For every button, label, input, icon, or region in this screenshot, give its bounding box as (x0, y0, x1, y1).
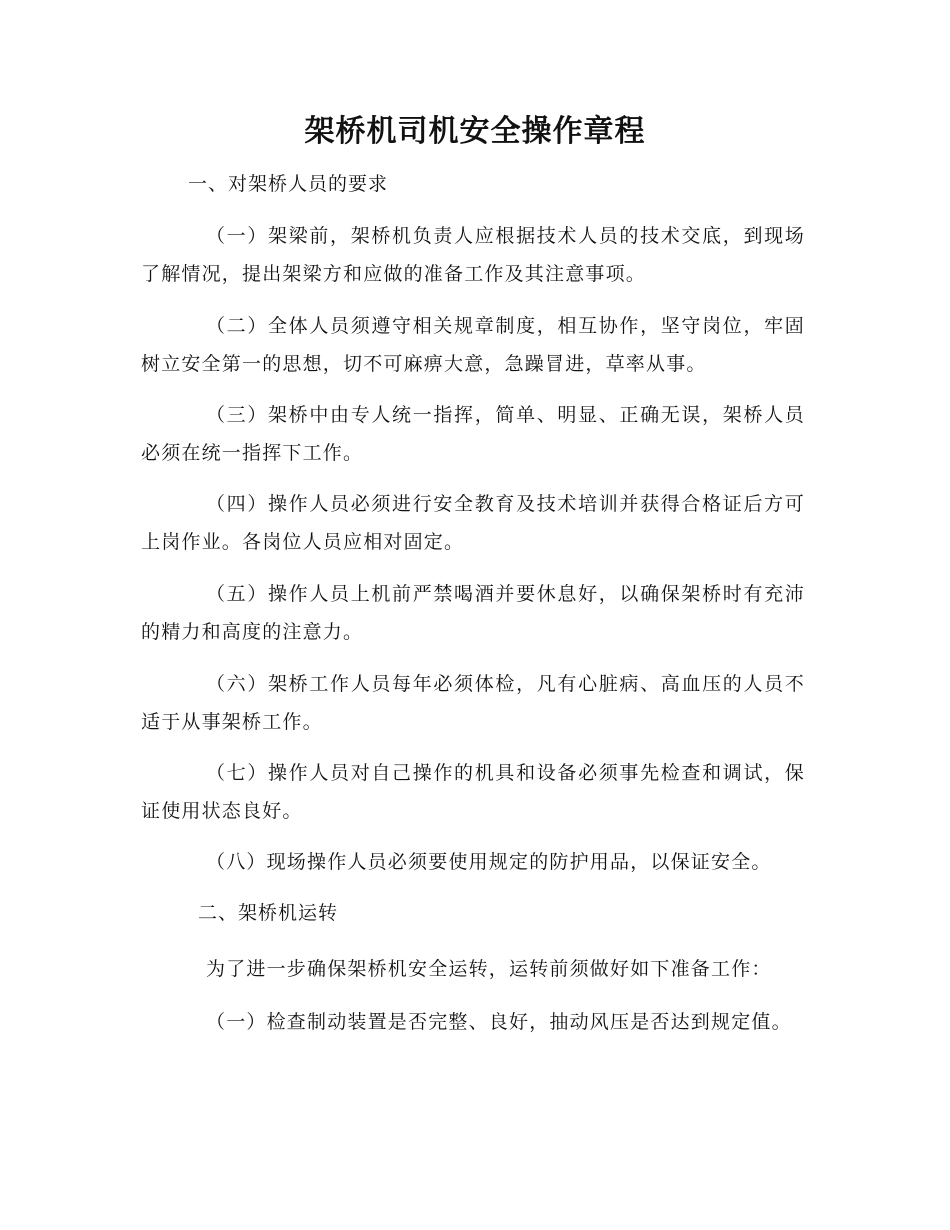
paragraph-intro: 为了进一步确保架桥机安全运转，运转前须做好如下准备工作： (206, 958, 772, 980)
section-heading-operation: 二、架桥机运转 (198, 902, 339, 924)
paragraph-item-2: （二）全体人员须遵守相关规章制度，相互协作，坚守岗位，牢固树立安全第一的思想，切不可麻痹大意，急躁冒进，草率从事。 (141, 315, 805, 375)
section-heading-requirements: 一、对架桥人员的要求 (188, 173, 389, 195)
paragraph-item-8: （八）现场操作人员必须要使用规定的防护用品，以保证安全。 (206, 851, 772, 873)
paragraph-item-7: （七）操作人员对自己操作的机具和设备必须事先检查和调试，保证使用状态良好。 (141, 762, 805, 822)
paragraph-operation-item-1: （一）检查制动装置是否完整、良好，抽动风压是否达到规定值。 (206, 1011, 792, 1033)
paragraph-item-6: （六）架桥工作人员每年必须体检，凡有心脏病、高血压的人员不适于从事架桥工作。 (141, 673, 805, 733)
paragraph-item-4: （四）操作人员必须进行安全教育及技术培训并获得合格证后方可上岗作业。各岗位人员应相对固定。 (141, 493, 805, 553)
document-title: 架桥机司机安全操作章程 (304, 114, 646, 149)
paragraph-item-5: （五）操作人员上机前严禁喝酒并要休息好，以确保架桥时有充沛的精力和高度的注意力。 (141, 583, 805, 643)
paragraph-item-3: （三）架桥中由专人统一指挥，简单、明显、正确无误，架桥人员必须在统一指挥下工作。 (141, 404, 805, 464)
paragraph-item-1: （一）架梁前，架桥机负责人应根据技术人员的技术交底，到现场了解情况，提出架梁方和应做的准备工作及其注意事项。 (141, 225, 805, 285)
